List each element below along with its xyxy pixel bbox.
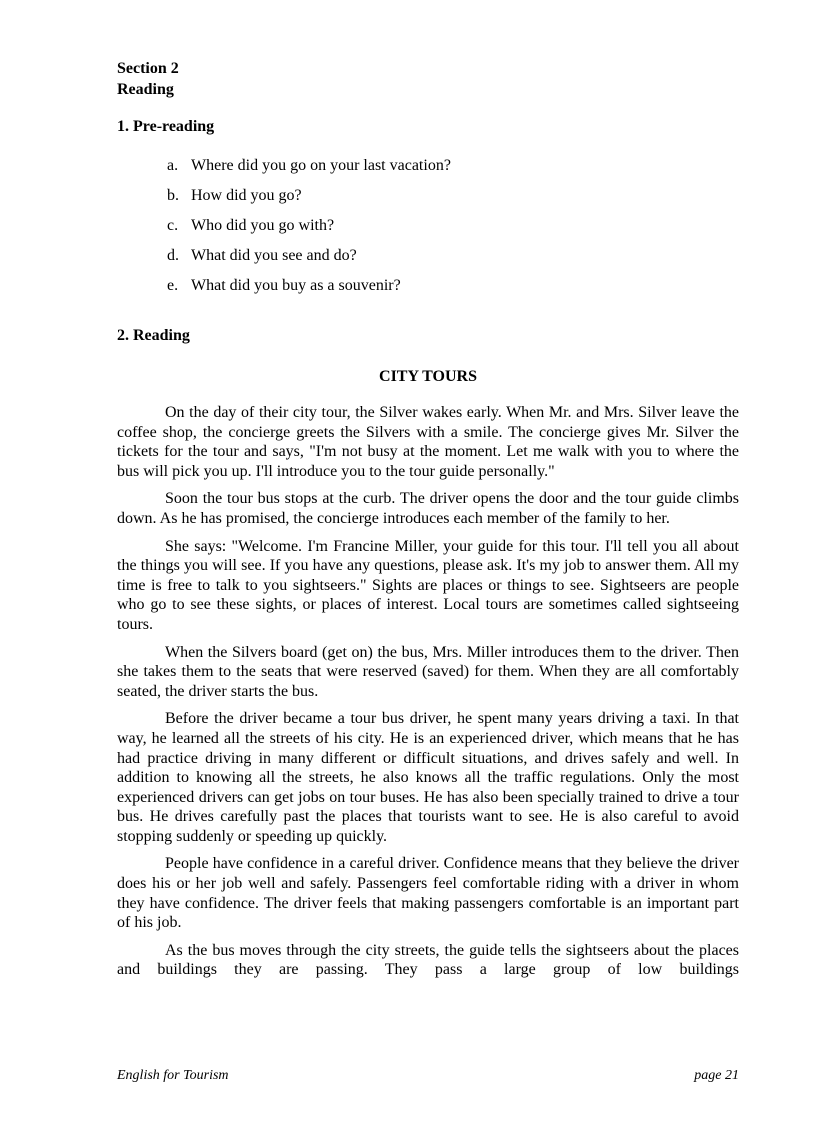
question-text: How did you go?	[191, 187, 302, 204]
list-item	[167, 245, 451, 275]
footer-book-title: English for Tourism	[117, 1068, 229, 1083]
paragraph: Soon the tour bus stops at the curb. The driver opens the door and the tour guide climbs down. As he has promised, the concierge introduces each member of the family to her.	[117, 490, 739, 527]
paragraph: When the Silvers board (get on) the bus, Mrs. Miller introduces them to the driver. Then she takes them to the seats that were reserved (saved) for them. When they are all comfortably seated, the driver starts the bus.	[117, 643, 739, 700]
paragraph: People have confidence in a careful driver. Confidence means that they believe the driver does his or her job well and safely. Passengers feel comfortable riding with a driver in whom they have confidence. The driver feels that making passengers comfortable is an important part of his job.	[117, 855, 739, 932]
list-marker: b.	[167, 187, 179, 204]
question-list	[167, 155, 451, 305]
question-text: Who did you go with?	[191, 217, 335, 234]
list-item	[167, 185, 451, 215]
question-text: What did you see and do?	[191, 247, 357, 264]
section-subtitle: Reading	[117, 81, 174, 98]
paragraph: She says: "Welcome. I'm Francine Miller, your guide for this tour. I'll tell you all about the things you will see. If you have any questions, please ask. It's my job to answer them. All my time is free to talk to you sightseers." Sights are places or things to see. Sightseers are people who go to see these sights, or places of interest. Local tours are sometimes called sightseeing tours.	[117, 537, 739, 633]
list-marker: d.	[167, 247, 179, 264]
paragraph: On the day of their city tour, the Silver wakes early. When Mr. and Mrs. Silver leave the coffee shop, the concierge greets the Silvers with a smile. The concierge gives Mr. Silver the tickets for the tour and says, "I'm not busy at the moment. Let me walk with you to where the bus will pick you up. I'll introduce you to the tour guide personally."	[117, 404, 739, 480]
paragraph: Before the driver became a tour bus driver, he spent many years driving a taxi. In that way, he learned all the streets of his city. He is an experienced driver, which means that he has had practice driving in many different or difficult situations, and drives safely and well. In addition to knowing all the streets, he also knows all the traffic regulations. Only the most experienced drivers can get jobs on tour buses. He has also been specially trained to drive a tour bus. He drives carefully past the places that tourists want to see. He is also careful to avoid stopping suddenly or speeding up quickly.	[117, 710, 739, 845]
reading-heading: 2. Reading	[117, 327, 190, 344]
prereading-heading: 1. Pre-reading	[117, 118, 215, 135]
paragraph: As the bus moves through the city streets, the guide tells the sightseers about the places and buildings they are passing. They pass a large group of low buildings	[117, 941, 739, 979]
section-title: Section 2	[117, 60, 179, 77]
page-number: page 21	[694, 1068, 739, 1083]
question-text: Where did you go on your last vacation?	[191, 157, 451, 174]
list-item	[167, 155, 451, 185]
list-marker: e.	[167, 277, 179, 294]
list-item	[167, 275, 451, 305]
article-title: CITY TOURS	[379, 368, 477, 385]
question-text: What did you buy as a souvenir?	[191, 277, 401, 294]
list-marker: a.	[167, 157, 179, 174]
article-body	[117, 403, 739, 988]
list-marker: c.	[167, 217, 179, 234]
list-item	[167, 215, 451, 245]
